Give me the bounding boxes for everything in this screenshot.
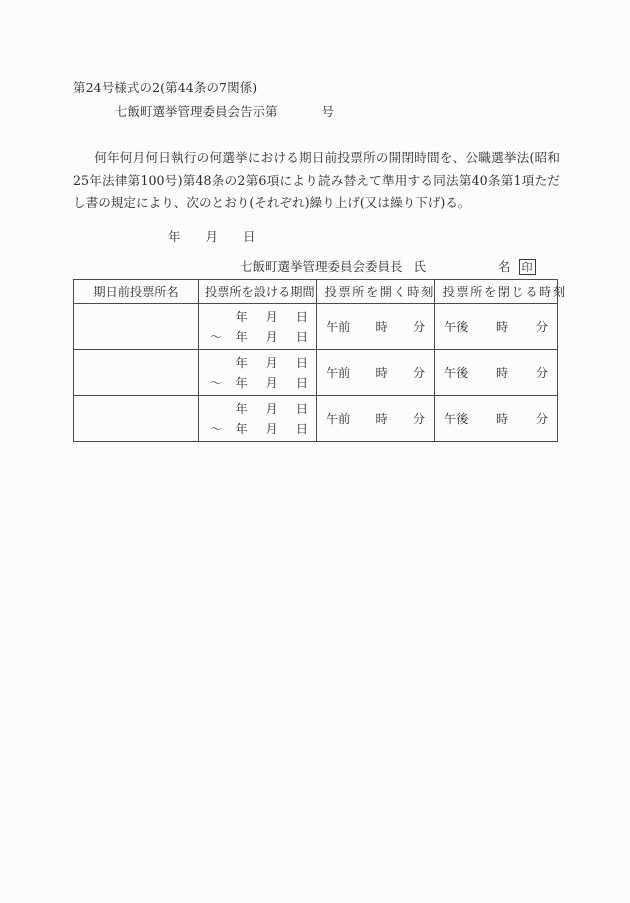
signature-line <box>240 258 536 276</box>
period-start-ymd <box>233 308 316 325</box>
period-start-ymd <box>233 400 316 417</box>
period-start-day: 日 <box>295 401 308 416</box>
table-row <box>74 350 558 396</box>
column-header-close-time-text: 投票所を閉じる時刻 <box>442 285 567 299</box>
date-line <box>168 228 256 246</box>
column-header-place-name <box>74 280 199 304</box>
signature-title: 七飯町選挙管理委員会委員長 <box>240 259 403 274</box>
notice-number-prefix: 七飯町選挙管理委員会告示第 <box>115 104 278 119</box>
open-time-am-label: 午前 <box>326 366 351 380</box>
close-time-minute-label: 分 <box>535 320 548 334</box>
open-time-entry <box>317 396 434 441</box>
period-end-ymd <box>233 420 316 437</box>
period-end-row <box>199 326 316 346</box>
table-header-row <box>74 280 558 304</box>
date-year-label: 年 <box>168 229 181 244</box>
cell-close-time[interactable] <box>435 304 558 350</box>
period-end-month: 月 <box>265 375 278 390</box>
period-start-month: 月 <box>265 309 278 324</box>
cell-place-name[interactable] <box>74 304 199 350</box>
close-time-hour-label: 時 <box>496 320 509 334</box>
cell-close-time[interactable] <box>435 350 558 396</box>
open-time-hour-label: 時 <box>375 320 388 334</box>
cell-close-time[interactable] <box>435 396 558 442</box>
period-end-ymd <box>233 328 316 345</box>
period-start-row <box>199 306 316 326</box>
close-time-entry <box>435 396 557 441</box>
period-entry <box>199 304 316 349</box>
table-body <box>74 304 558 442</box>
form-number: 第24号様式の2(第44条の7関係) <box>73 80 258 95</box>
open-time-am-label: 午前 <box>326 412 351 426</box>
period-start-month: 月 <box>265 401 278 416</box>
period-range-tilde-icon: ～ <box>209 421 223 436</box>
seal-stamp-box: 印 <box>519 259 536 275</box>
close-time-entry <box>435 350 557 395</box>
signature-family-name-label: 氏 <box>413 259 427 274</box>
close-time-pm-label: 午後 <box>444 412 469 426</box>
notice-number-suffix: 号 <box>321 104 335 119</box>
open-time-hour-label: 時 <box>375 412 388 426</box>
period-end-day: 日 <box>295 375 308 390</box>
period-end-year: 年 <box>235 421 248 436</box>
period-start-row <box>199 352 316 372</box>
paragraph-text: 何年何月何日執行の何選挙における期日前投票所の開閉時間を、公職選挙法(昭和25年法律第100号)第48条の2第6項により読み替えて準用する同法第40条第1項ただし書の規定により、次のとおり(それぞれ)繰り上げ(又は繰り下げ)る。 <box>73 150 560 210</box>
polling-place-table <box>73 279 567 442</box>
cell-open-time[interactable] <box>317 304 435 350</box>
period-end-month: 月 <box>265 329 278 344</box>
cell-open-time[interactable] <box>317 396 435 442</box>
period-end-year: 年 <box>235 375 248 390</box>
notice-number-line <box>115 103 334 121</box>
period-start-row <box>199 398 316 418</box>
period-end-day: 日 <box>295 421 308 436</box>
period-start-month: 月 <box>265 355 278 370</box>
period-start-day: 日 <box>295 309 308 324</box>
close-time-hour-label: 時 <box>496 366 509 380</box>
period-start-year: 年 <box>235 309 248 324</box>
period-start-year: 年 <box>235 401 248 416</box>
open-time-minute-label: 分 <box>412 320 425 334</box>
column-header-open-time-text: 投票所を開く時刻 <box>324 285 435 299</box>
open-time-entry <box>317 350 434 395</box>
period-range-tilde-icon: ～ <box>209 329 223 344</box>
period-end-month: 月 <box>265 421 278 436</box>
close-time-minute-label: 分 <box>535 366 548 380</box>
period-entry <box>199 396 316 441</box>
cell-place-name[interactable] <box>74 396 199 442</box>
date-day-label: 日 <box>243 229 256 244</box>
open-time-am-label: 午前 <box>326 320 351 334</box>
period-range-tilde-icon: ～ <box>209 375 223 390</box>
column-header-open-time <box>317 280 435 304</box>
period-end-day: 日 <box>295 329 308 344</box>
cell-period[interactable] <box>199 396 317 442</box>
cell-place-name[interactable] <box>74 350 199 396</box>
close-time-hour-label: 時 <box>496 412 509 426</box>
column-header-close-time <box>435 280 567 304</box>
period-start-year: 年 <box>235 355 248 370</box>
open-time-entry <box>317 304 434 349</box>
table-row <box>74 304 558 350</box>
period-end-ymd <box>233 374 316 391</box>
close-time-pm-label: 午後 <box>444 366 469 380</box>
period-entry <box>199 350 316 395</box>
column-header-period-text: 投票所を設ける期間 <box>205 285 315 299</box>
cell-open-time[interactable] <box>317 350 435 396</box>
table-row <box>74 396 558 442</box>
period-end-row <box>199 372 316 392</box>
body-paragraph <box>73 147 560 215</box>
open-time-hour-label: 時 <box>375 366 388 380</box>
close-time-entry <box>435 304 557 349</box>
period-start-day: 日 <box>295 355 308 370</box>
cell-period[interactable] <box>199 350 317 396</box>
date-month-label: 月 <box>205 229 219 244</box>
close-time-pm-label: 午後 <box>444 320 469 334</box>
period-end-year: 年 <box>235 329 248 344</box>
signature-given-name-label: 名 <box>498 259 511 274</box>
period-end-row <box>199 418 316 438</box>
period-start-ymd <box>233 354 316 371</box>
open-time-minute-label: 分 <box>412 366 425 380</box>
open-time-minute-label: 分 <box>412 412 425 426</box>
cell-period[interactable] <box>199 304 317 350</box>
close-time-minute-label: 分 <box>535 412 548 426</box>
column-header-period <box>199 280 317 304</box>
column-header-place-name-text: 期日前投票所名 <box>93 285 179 299</box>
